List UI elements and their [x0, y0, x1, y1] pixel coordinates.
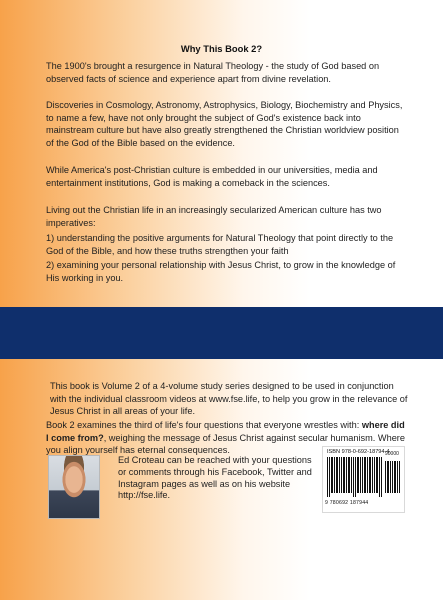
author-bio: Ed Croteau can be reached with your questions or comments through his Facebook, Twitter and Instagram pages as well as on his website http://fse.life. — [118, 455, 312, 501]
highlight-question: where did I come from? — [46, 420, 405, 443]
isbn-barcode — [322, 446, 405, 513]
paragraph-imperatives: Living out the Christian life in an increasingly secularized American culture has two imperatives: — [46, 205, 382, 228]
paragraph-book-2: Book 2 examines the third of life's four questions that everyone wrestles with: where did I come from?, weighing the message of Jesus Christ against secular humanism. Where you align yourself has eternal consequences. — [46, 420, 405, 456]
paragraph-discoveries: Discoveries in Cosmology, Astronomy, Astrophysics, Biology, Biochemistry and Physics, to name a few, have not only brought the subject of God's existence back into mainstream culture but have also greatly strengthened the Christian worldview position of the God of the Bible based on the evidence. — [46, 100, 403, 148]
isbn-text: ISBN 978-0-692-18794-4 — [327, 449, 390, 455]
barcode-number: 9 780692 187944 — [325, 500, 369, 506]
author-photo — [48, 455, 100, 519]
paragraph-culture: While America's post-Christian culture is embedded in our universities, media and entertainment institutions, God is making a comeback in the sciences. — [46, 165, 378, 188]
barcode-addon-bars — [385, 457, 401, 497]
paragraph-series: This book is Volume 2 of a 4-volume study series designed to be used in conjunction with the individual classroom videos at www.fse.life, to help you grow in the relevance of Jesus Christ in all areas of your life. — [50, 381, 408, 417]
barcode-addon-number: 90000 — [385, 451, 399, 457]
paragraph-natural-theology: The 1900's brought a resurgence in Natural Theology - the study of God based on observed facts of science and experience apart from divine revelation. — [46, 61, 380, 84]
page-title: Why This Book 2? — [180, 43, 263, 54]
paragraph-imperative-1: 1) understanding the positive arguments for Natural Theology that point directly to the God of the Bible, and how these truths strengthen your faith — [46, 233, 394, 256]
barcode-bars — [327, 457, 383, 497]
divider-band — [0, 307, 443, 359]
paragraph-imperative-2: 2) examining your personal relationship with Jesus Christ, to grow in the knowledge of His working in you. — [46, 260, 396, 283]
